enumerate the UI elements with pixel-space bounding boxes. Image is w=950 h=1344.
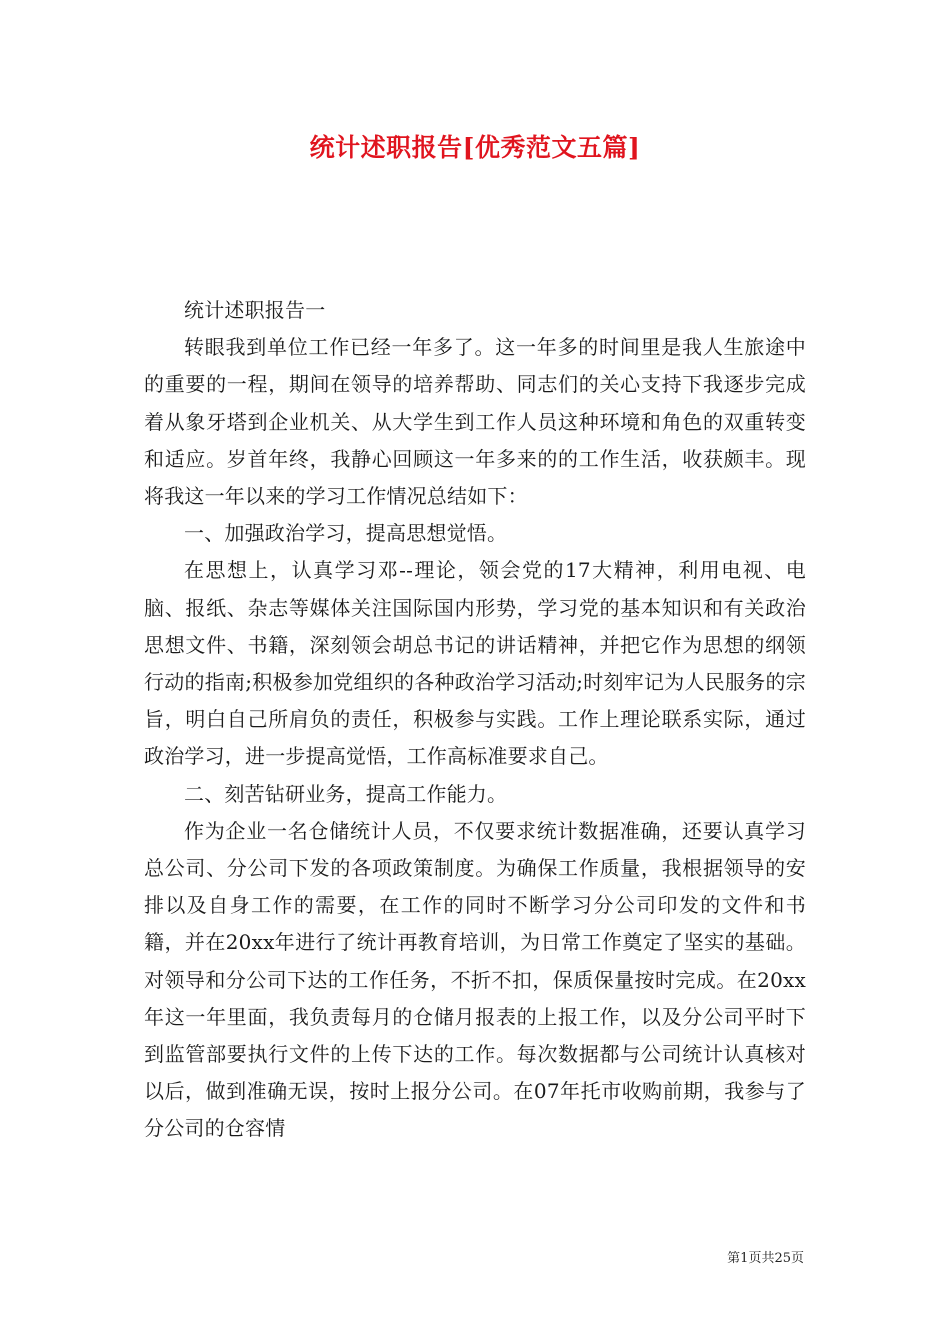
document-title: 统计述职报告[优秀范文五篇] xyxy=(309,133,641,162)
page-number: 第1页共25页 xyxy=(727,1251,804,1266)
paragraph: 在思想上，认真学习邓--理论，领会党的17大精神，利用电视、电脑、报纸、杂志等媒体关注国际国内形势，学习党的基本知识和有关政治思想文件、书籍，深刻领会胡总书记的讲话精神，并把它作为思想的纲领行动的指南;积极参加党组织的各种政治学习活动;时刻牢记为人民服务的宗旨，明白自己所肩负的责任，积极参与实践。工作上理论联系实际，通过政治学习，进一步提高觉悟，工作高标准要求自己。 xyxy=(144,558,806,769)
paragraph: 作为企业一名仓储统计人员，不仅要求统计数据准确，还要认真学习总公司、分公司下发的各项政策制度。为确保工作质量，我根据领导的安排以及自身工作的需要，在工作的同时不断学习分公司印发的文件和书籍，并在20xx年进行了统计再教育培训，为日常工作奠定了坚实的基础。对领导和分公司下达的工作任务，不折不扣，保质保量按时完成。在20xx年这一年里面，我负责每月的仓储月报表的上报工作，以及分公司平时下到监管部要执行文件的上传下达的工作。每次数据都与公司统计认真核对以后，做到准确无误，按时上报分公司。在07年托市收购前期，我参与了分公司的仓容情 xyxy=(144,818,806,1141)
paragraph: 转眼我到单位工作已经一年多了。这一年多的时间里是我人生旅途中的重要的一程，期间在领导的培养帮助、同志们的关心支持下我逐步完成着从象牙塔到企业机关、从大学生到工作人员这种环境和角色的双重转变和适应。岁首年终，我静心回顾这一年多来的的工作生活，收获颇丰。现将我这一年以来的学习工作情况总结如下： xyxy=(144,335,806,509)
document-body xyxy=(144,292,806,1148)
section-heading: 统计述职报告一 xyxy=(184,298,326,322)
section-heading: 二、刻苦钻研业务，提高工作能力。 xyxy=(184,781,508,806)
section-heading: 一、加强政治学习，提高思想觉悟。 xyxy=(184,521,508,546)
